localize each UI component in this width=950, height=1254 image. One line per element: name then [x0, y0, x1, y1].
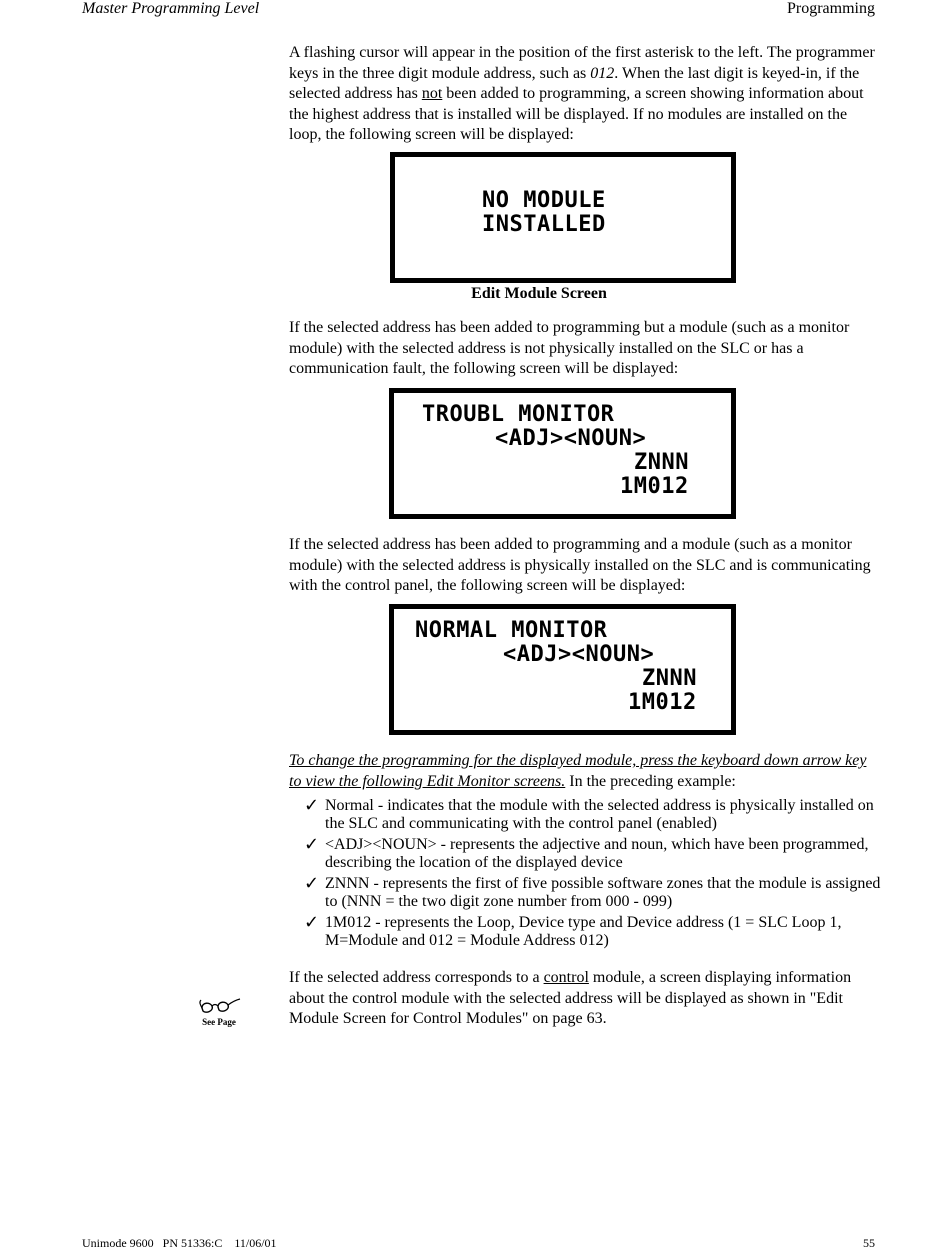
list-item [304, 797, 884, 833]
see-page-marker [196, 994, 242, 1027]
instruction-text: To change the programming for the displayed module, press the keyboard down arrow key to view the following Edit Monitor screens. [289, 752, 867, 790]
list-item-text: ZNNN - represents the first of five possible software zones that the module is assigned to (NNN = the two digit zone number from 000 - 099) [325, 875, 881, 910]
paragraph-not-installed: If the selected address has been added to programming but a module (such as a monitor module) with the selected address is not physically installed on the SLC or has a communication fault, the following screen will be displayed: [289, 319, 850, 377]
list-item [304, 914, 884, 950]
lcd-line: NO MODULE [482, 188, 606, 213]
list-item-text: 1M012 - represents the Loop, Device type and Device address (1 = SLC Loop 1, M=Module and 012 = Module Address 012) [325, 914, 842, 949]
checkmark-icon: ✓ [304, 912, 320, 933]
footer-left: Unimode 9600 PN 51336:C 11/06/01 [82, 1236, 277, 1250]
paragraph-installed: If the selected address has been added to programming and a module (such as a monitor module) with the selected address is physically installed on the SLC and is communicating with the control panel, the following screen will be displayed: [289, 536, 871, 594]
paragraph-control-module [289, 968, 879, 1030]
page-number: 55 [863, 1236, 875, 1250]
lcd-line: TROUBL MONITOR [422, 402, 615, 427]
checkmark-icon: ✓ [304, 873, 320, 894]
lcd-screen-normal [389, 604, 736, 735]
screen-caption: Edit Module Screen [471, 285, 607, 302]
list-item-text: <ADJ><NOUN> - represents the adjective and noun, which have been programmed, describing the location of the displayed device [325, 836, 869, 871]
intro-text-end: been added to programming, a screen showing information about the highest address that is installed will be displayed. If no modules are installed on the loop, the following screen will be displayed: [289, 85, 864, 143]
lcd-line: INSTALLED [482, 212, 606, 237]
checkmark-icon: ✓ [304, 795, 320, 816]
list-item [304, 875, 884, 911]
intro-underlined-word: not [421, 85, 443, 102]
checkmark-icon: ✓ [304, 834, 320, 855]
intro-paragraph [289, 43, 879, 146]
lcd-screen-no-module [390, 152, 736, 283]
control-text-start: If the selected address corresponds to a [289, 969, 544, 986]
lcd-line: <ADJ><NOUN> [495, 426, 647, 451]
lcd-line: 1M012 [620, 474, 689, 499]
list-item [304, 836, 884, 872]
check-list [304, 797, 884, 953]
header-right: Programming [787, 0, 875, 17]
lcd-line: 1M012 [628, 690, 697, 715]
instruction-tail: In the preceding example: [565, 772, 736, 790]
lcd-screen-trouble [389, 388, 736, 519]
control-text-end: module, a screen displaying information about the control module with the selected address will be displayed as shown in "Edit Module Screen for Control Modules" on page 63. [289, 969, 852, 1027]
lcd-line: NORMAL MONITOR [415, 618, 608, 643]
intro-code: 012 [590, 64, 615, 82]
see-page-label: See Page [202, 1017, 236, 1027]
paragraph-change-programming [289, 751, 879, 792]
eyeglasses-icon [196, 994, 242, 1016]
lcd-line: ZNNN [634, 450, 689, 475]
lcd-line: <ADJ><NOUN> [503, 642, 655, 667]
intro-text-middle: . When the last digit is keyed-in, if the selected address has [289, 64, 860, 102]
lcd-line: ZNNN [642, 666, 697, 691]
intro-text-start: A flashing cursor will appear in the position of the first asterisk to the left. The programmer keys in the three digit module address, such as [289, 44, 875, 82]
control-underlined-word: control [543, 969, 589, 986]
list-item-text: Normal - indicates that the module with the selected address is physically installed on the SLC and communicating with the control panel (enabled) [325, 797, 874, 832]
header-left: Master Programming Level [82, 0, 260, 17]
